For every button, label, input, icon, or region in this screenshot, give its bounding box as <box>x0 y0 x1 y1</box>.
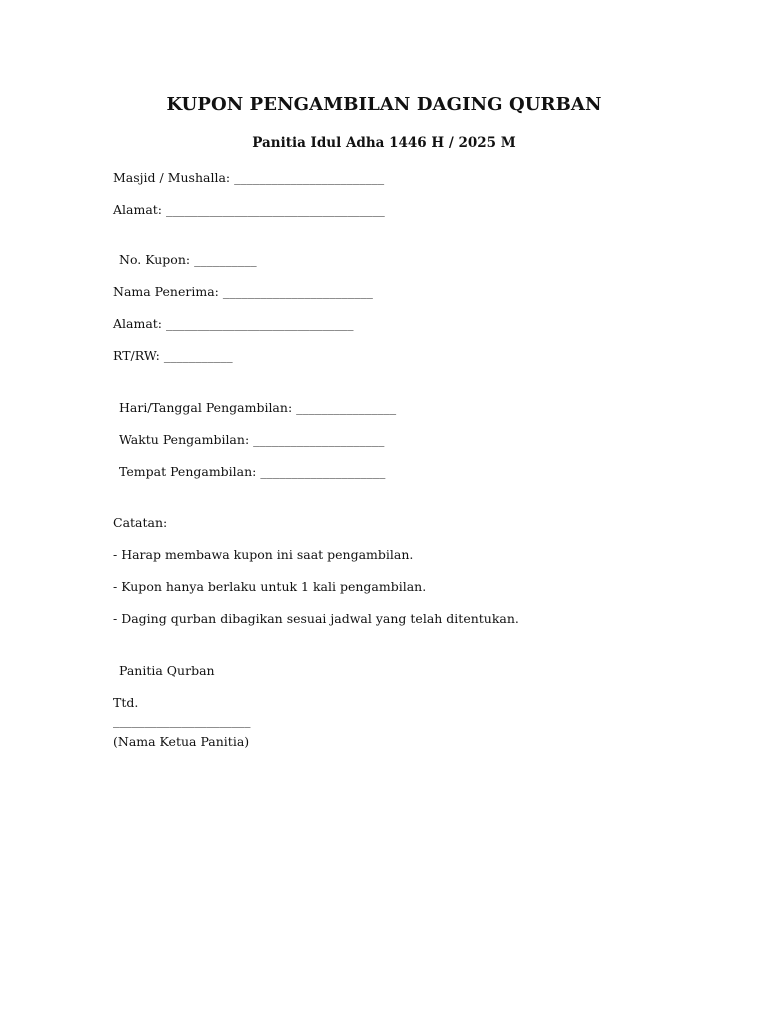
page-title: KUPON PENGAMBILAN DAGING QURBAN <box>166 94 602 115</box>
pickup-place-field: Tempat Pengambilan: ____________________ <box>119 464 386 479</box>
signature-name: (Nama Ketua Panitia) <box>113 734 250 749</box>
page-subtitle: Panitia Idul Adha 1446 H / 2025 M <box>252 135 516 151</box>
rt-rw-field: RT/RW: ___________ <box>113 348 233 363</box>
coupon-number-field: No. Kupon: __________ <box>119 252 257 267</box>
signature-org: Panitia Qurban <box>119 663 215 678</box>
pickup-date-field: Hari/Tanggal Pengambilan: ________________ <box>119 400 397 415</box>
signature-line: ______________________ <box>113 713 251 728</box>
note-item: - Daging qurban dibagikan sesuai jadwal yang telah ditentukan. <box>113 611 519 626</box>
note-item: - Kupon hanya berlaku untuk 1 kali pengambilan. <box>113 579 427 594</box>
pickup-time-field: Waktu Pengambilan: _____________________ <box>119 432 385 447</box>
masjid-address-field: Alamat: ___________________________________ <box>113 202 385 217</box>
masjid-field: Masjid / Mushalla: ________________________ <box>113 170 385 185</box>
signature-ttd: Ttd. <box>113 695 139 710</box>
notes-heading: Catatan: <box>113 515 168 530</box>
note-item: - Harap membawa kupon ini saat pengambilan. <box>113 547 414 562</box>
recipient-address-field: Alamat: ______________________________ <box>113 316 354 331</box>
recipient-name-field: Nama Penerima: ________________________ <box>113 284 373 299</box>
